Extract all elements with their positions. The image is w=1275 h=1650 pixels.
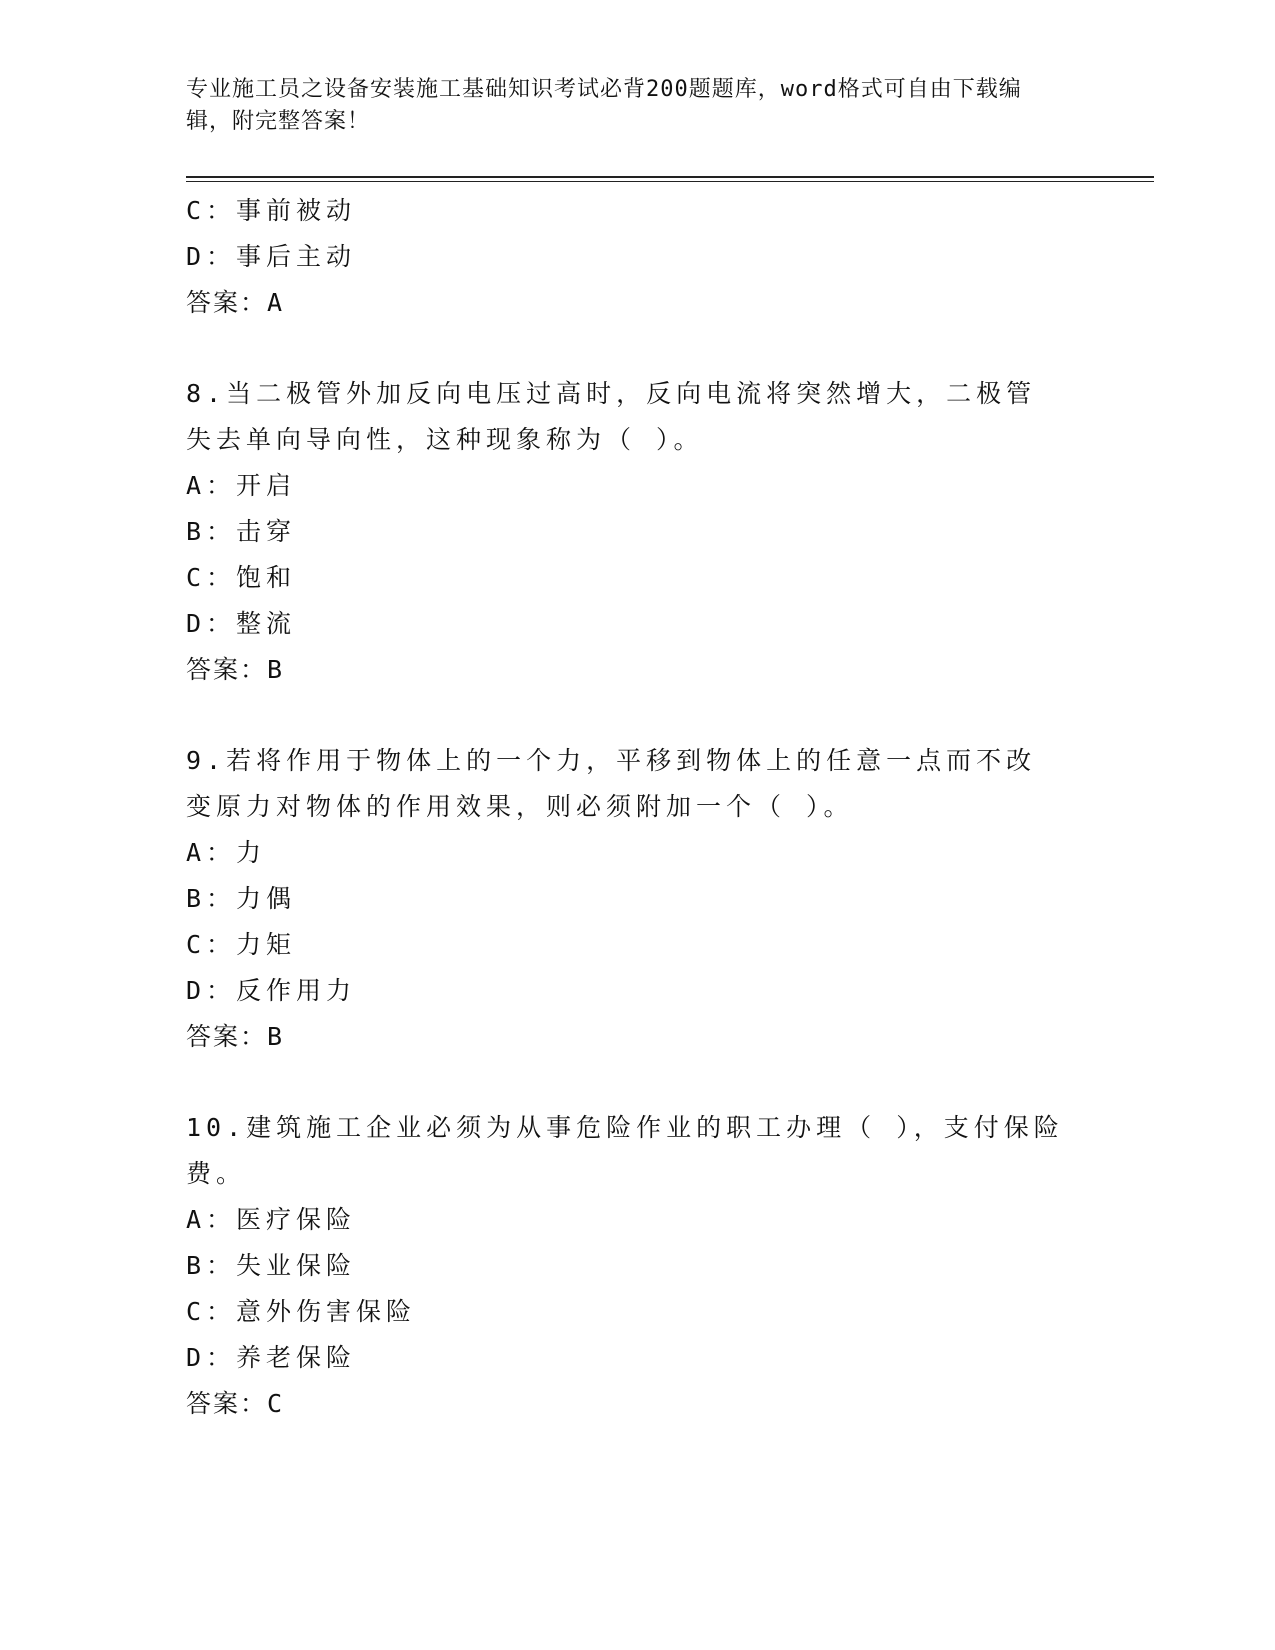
option-b: B：击穿 <box>186 517 297 546</box>
document-header <box>186 74 1066 138</box>
option-d: D：整流 <box>186 609 297 638</box>
header-title: 专业施工员之设备安装施工基础知识考试必背200题题库，word格式可自由下载编辑，附完整答案！ <box>186 77 1022 134</box>
option-a: A：开启 <box>186 471 297 500</box>
option-b: B：力偶 <box>186 884 297 913</box>
option-b: B：失业保险 <box>186 1251 357 1280</box>
answer-label: 答案：B <box>186 1022 285 1051</box>
option-c: C：意外伤害保险 <box>186 1297 417 1326</box>
option-d: D：事后主动 <box>186 242 357 271</box>
question-stem: 9.若将作用于物体上的一个力，平移到物体上的任意一点而不改变原力对物体的作用效果，则必须附加一个（ ）。 <box>186 746 1037 821</box>
option-a: A：医疗保险 <box>186 1205 357 1234</box>
option-c: C：饱和 <box>186 563 297 592</box>
question-block-7-tail <box>186 188 1086 326</box>
header-divider-thick <box>186 176 1154 178</box>
question-block-9 <box>186 738 1086 1060</box>
question-block-8 <box>186 371 1086 693</box>
answer-label: 答案：B <box>186 655 285 684</box>
document-body <box>186 188 1086 1427</box>
header-divider-thin <box>186 181 1154 182</box>
option-d: D：反作用力 <box>186 976 357 1005</box>
answer-label: 答案：A <box>186 288 285 317</box>
option-c: C：事前被动 <box>186 196 357 225</box>
option-c: C：力矩 <box>186 930 297 959</box>
option-d: D：养老保险 <box>186 1343 357 1372</box>
option-a: A：力 <box>186 838 267 867</box>
answer-label: 答案：C <box>186 1389 285 1418</box>
question-block-10 <box>186 1105 1086 1427</box>
question-stem: 8.当二极管外加反向电压过高时，反向电流将突然增大，二极管失去单向导向性，这种现象称为（ ）。 <box>186 379 1037 454</box>
question-stem: 10.建筑施工企业必须为从事危险作业的职工办理（ ），支付保险费。 <box>186 1113 1064 1188</box>
